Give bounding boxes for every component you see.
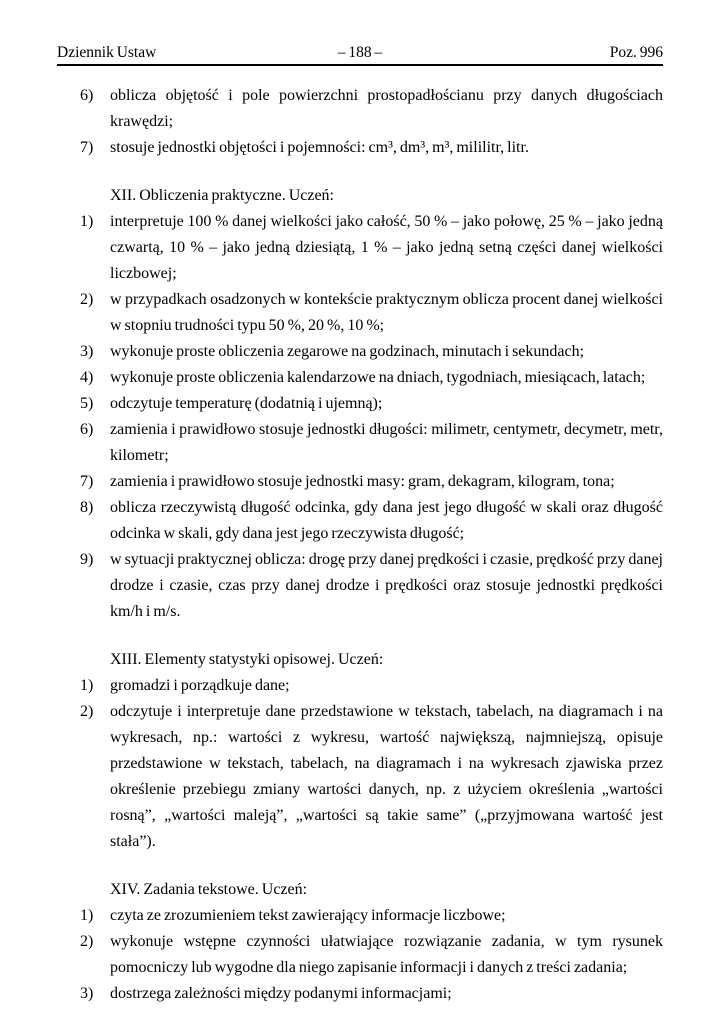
list-item-number: 3) (80, 343, 94, 360)
list-item-text: w przypadkach osadzonych w kontekście praktycznym oblicza procent danej wielkości w stopniu trudności typu 50 %, 20 %, 10 %; (110, 291, 663, 334)
list-item-number: 2) (80, 291, 94, 308)
list-item (57, 209, 663, 287)
list-item-text: oblicza rzeczywistą długość odcinka, gdy dana jest jego długość w skali oraz długość odcinka w skali, gdy dana jest jego rzeczywista długość; (110, 499, 663, 542)
list-item-number: 2) (80, 703, 94, 720)
list-item (57, 365, 663, 391)
list-item-text: stosuje jednostki objętości i pojemności: cm³, dm³, m³, mililitr, litr. (110, 139, 529, 156)
list-item-number: 7) (80, 473, 94, 490)
list-item (57, 673, 663, 699)
list-item-number: 6) (80, 87, 94, 104)
list-item (57, 339, 663, 365)
list-item (57, 469, 663, 495)
list-item-text: wykonuje proste obliczenia zegarowe na godzinach, minutach i sekundach; (110, 343, 585, 360)
list-item-number: 1) (80, 907, 94, 924)
list-item-number: 2) (80, 933, 94, 950)
section-heading: XIII. Elementy statystyki opisowej. Uczeń: (110, 651, 384, 668)
document-body (57, 70, 663, 1007)
list-item-text: czyta ze zrozumieniem tekst zawierający informacje liczbowe; (110, 907, 506, 924)
list-item-text: interpretuje 100 % danej wielkości jako całość, 50 % – jako połowę, 25 % – jako jedną czwartą, 10 % – jako jedną dziesiątą, 1 % – jako jedną setną części danej wielkości liczbowej; (110, 213, 663, 282)
section-heading: XII. Obliczenia praktyczne. Uczeń: (110, 187, 334, 204)
list-item-number: 1) (80, 677, 94, 694)
list-item-text: wykonuje wstępne czynności ułatwiające rozwiązanie zadania, w tym rysunek pomocniczy lub wygodne dla niego zapisanie informacji i danych z treści zadania; (110, 933, 663, 976)
list-item-text: gromadzi i porządkuje dane; (110, 677, 290, 694)
list-item-text: dostrzega zależności między podanymi informacjami; (110, 985, 452, 1002)
list-item-text: w sytuacji praktycznej oblicza: drogę przy danej prędkości i czasie, prędkość przy danej drodze i czasie, czas przy danej drodze i prędkości oraz stosuje jednostki prędkości km/h i m/s. (110, 551, 663, 620)
list-item (57, 417, 663, 469)
position-number: Poz. 996 (609, 44, 663, 61)
list-item-number: 7) (80, 139, 94, 156)
list-item-number: 3) (80, 985, 94, 1002)
list-item-number: 4) (80, 369, 94, 386)
list-item (57, 903, 663, 929)
list-item-number: 1) (80, 213, 94, 230)
list-item-text: zamienia i prawidłowo stosuje jednostki masy: gram, dekagram, kilogram, tona; (110, 473, 615, 490)
list-item (57, 495, 663, 547)
list-item-text: odczytuje temperaturę (dodatnią i ujemną); (110, 395, 383, 412)
list-item-text: wykonuje proste obliczenia kalendarzowe na dniach, tygodniach, miesiącach, latach; (110, 369, 646, 386)
list-item (57, 135, 663, 161)
list-item (57, 699, 663, 855)
list-item-number: 8) (80, 499, 94, 516)
journal-title: Dziennik Ustaw (57, 44, 157, 61)
list-item-number: 9) (80, 551, 94, 568)
list-item (57, 929, 663, 981)
page-number: – 188 – (337, 44, 383, 61)
list-item-text: oblicza objętość i pole powierzchni prostopadłościanu przy danych długościach krawędzi; (110, 87, 663, 130)
page-header (57, 44, 663, 66)
list-item (57, 547, 663, 625)
list-item-number: 5) (80, 395, 94, 412)
list-item-text: zamienia i prawidłowo stosuje jednostki długości: milimetr, centymetr, decymetr, metr, kilometr; (110, 421, 663, 464)
list-item-text: odczytuje i interpretuje dane przedstawione w tekstach, tabelach, na diagramach i na wykresach, np.: wartości z wykresu, wartość największą, najmniejszą, opisuje przedstawione w tekstach, tabelach, na diagramach i na wykresach zjawiska przez określenie przebiegu zmiany wartości danych, np. z użyciem określenia „wartości rosną”, „wartości maleją”, „wartości są takie same” („przyjmowana wartość jest stała”). (110, 703, 663, 850)
list-item-number: 6) (80, 421, 94, 438)
section-heading: XIV. Zadania tekstowe. Uczeń: (110, 881, 308, 898)
list-item (57, 391, 663, 417)
list-item (57, 83, 663, 135)
list-item (57, 981, 663, 1007)
list-item (57, 287, 663, 339)
